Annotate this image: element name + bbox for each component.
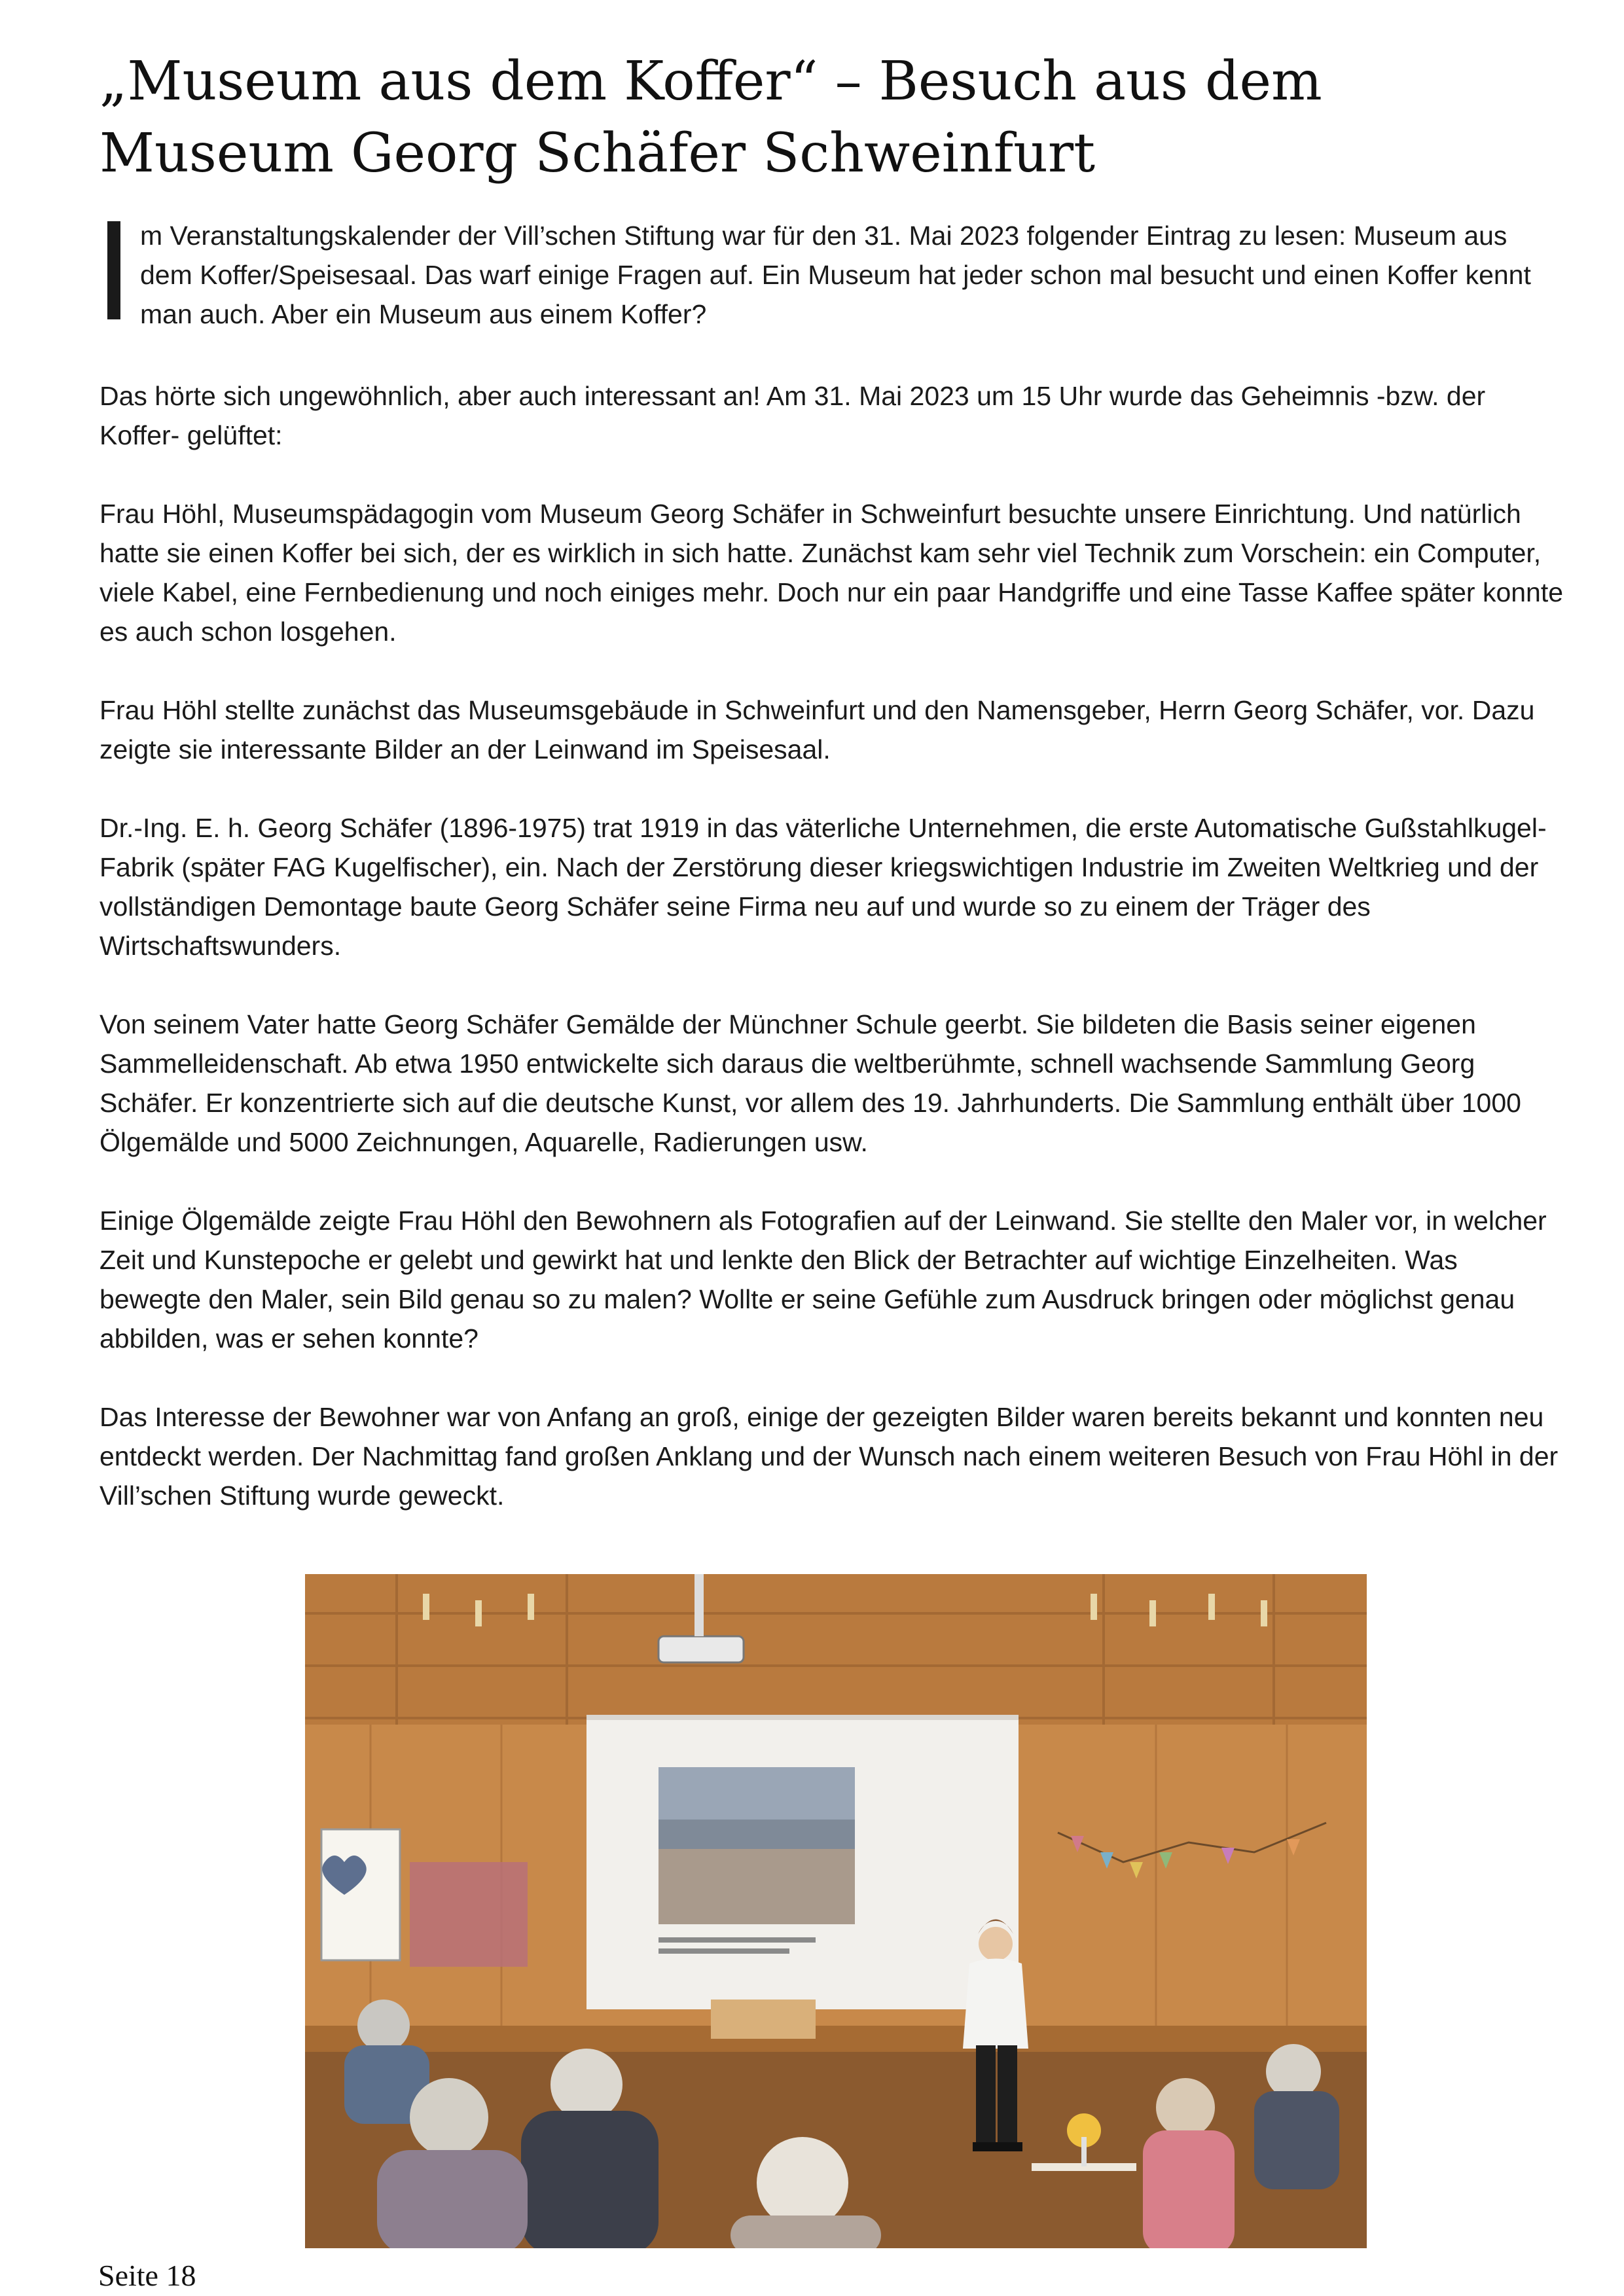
paragraph-1: Das hörte sich ungewöhnlich, aber auch interessant an! Am 31. Mai 2023 um 15 Uhr wurde das Geheimnis -bzw. der Koffer- gelüftet: <box>99 381 1486 450</box>
paragraph-7: Das Interesse der Bewohner war von Anfang an groß, einige der gezeigten Bilder waren bereits bekannt und konnten neu entdeckt werden. Der Nachmittag fand großen Anklang und der Wunsch nach einem weiteren Besuch von Frau Höhl in der Vill’schen Stiftung wurde geweckt. <box>99 1402 1559 1511</box>
page-number: Seite 18 <box>98 2259 196 2292</box>
intro-block <box>99 216 1559 334</box>
paragraph-5: Von seinem Vater hatte Georg Schäfer Gemälde der Münchner Schule geerbt. Sie bildeten die Basis seiner eigenen Sammelleidenschaft. Ab etwa 1950 entwickelte sich daraus die weltberühmte, schnell wachsende Sammlung Georg Schäfer. Er konzentrierte sich auf die deutsche Kunst, vor allem des 19. Jahrhunderts. Die Sammlung enthält über 1000 Ölgemälde und 5000 Zeichnungen, Aquarelle, Radierungen usw. <box>99 1009 1521 1157</box>
article-title: „Museum aus dem Koffer“ – Besuch aus dem Museum Georg Schäfer Schweinfurt <box>99 50 1322 185</box>
paragraph-6: Einige Ölgemälde zeigte Frau Höhl den Bewohnern als Fotografien auf der Leinwand. Sie stellte den Maler vor, in welcher Zeit und Kunstepoche er gelebt und gewirkt hat und lenkte den Blick der Betrachter auf wichtige Einzelheiten. Was bewegte den Maler, sein Bild genau so zu malen? Wollte er seine Gefühle zum Ausdruck bringen oder möglichst genau abbilden, was er sehen konnte? <box>99 1206 1547 1354</box>
paragraph-3: Frau Höhl stellte zunächst das Museumsgebäude in Schweinfurt und den Namensgeber, Herrn Georg Schäfer, vor. Dazu zeigte sie interessante Bilder an der Leinwand im Speisesaal. <box>99 695 1535 764</box>
paragraph-2: Frau Höhl, Museumspädagogin vom Museum Georg Schäfer in Schweinfurt besuchte unsere Einrichtung. Und natürlich hatte sie einen Koffer bei sich, der es wirklich in sich hatte. Zunächst kam sehr viel Technik zum Vorschein: ein Computer, viele Kabel, eine Fernbedienung und noch einiges mehr. Doch nur ein paar Handgriffe und eine Tasse Kaffee später konnte es auch schon losgehen. <box>99 499 1564 647</box>
event-photo <box>305 1574 1367 2248</box>
paragraph-4: Dr.-Ing. E. h. Georg Schäfer (1896-1975) trat 1919 in das väterliche Unternehmen, die erste Automatische Gußstahlkugel-Fabrik (später FAG Kugelfischer), ein. Nach der Zerstörung dieser kriegswichtigen Industrie im Zweiten Weltkrieg und der vollständigen Demontage baute Georg Schäfer seine Firma neu auf und wurde so zu einem der Träger des Wirtschaftswunders. <box>99 813 1547 961</box>
intro-paragraph: m Veranstaltungskalender der Vill’schen Stiftung war für den 31. Mai 2023 folgender Eintrag zu lesen: Museum aus dem Koffer/Speisesaal. Das warf einige Fragen auf. Ein Museum hat jeder schon mal besucht und einen Koffer kennt man auch. Aber ein Museum aus einem Koffer? <box>140 221 1531 329</box>
drop-cap <box>107 221 120 319</box>
